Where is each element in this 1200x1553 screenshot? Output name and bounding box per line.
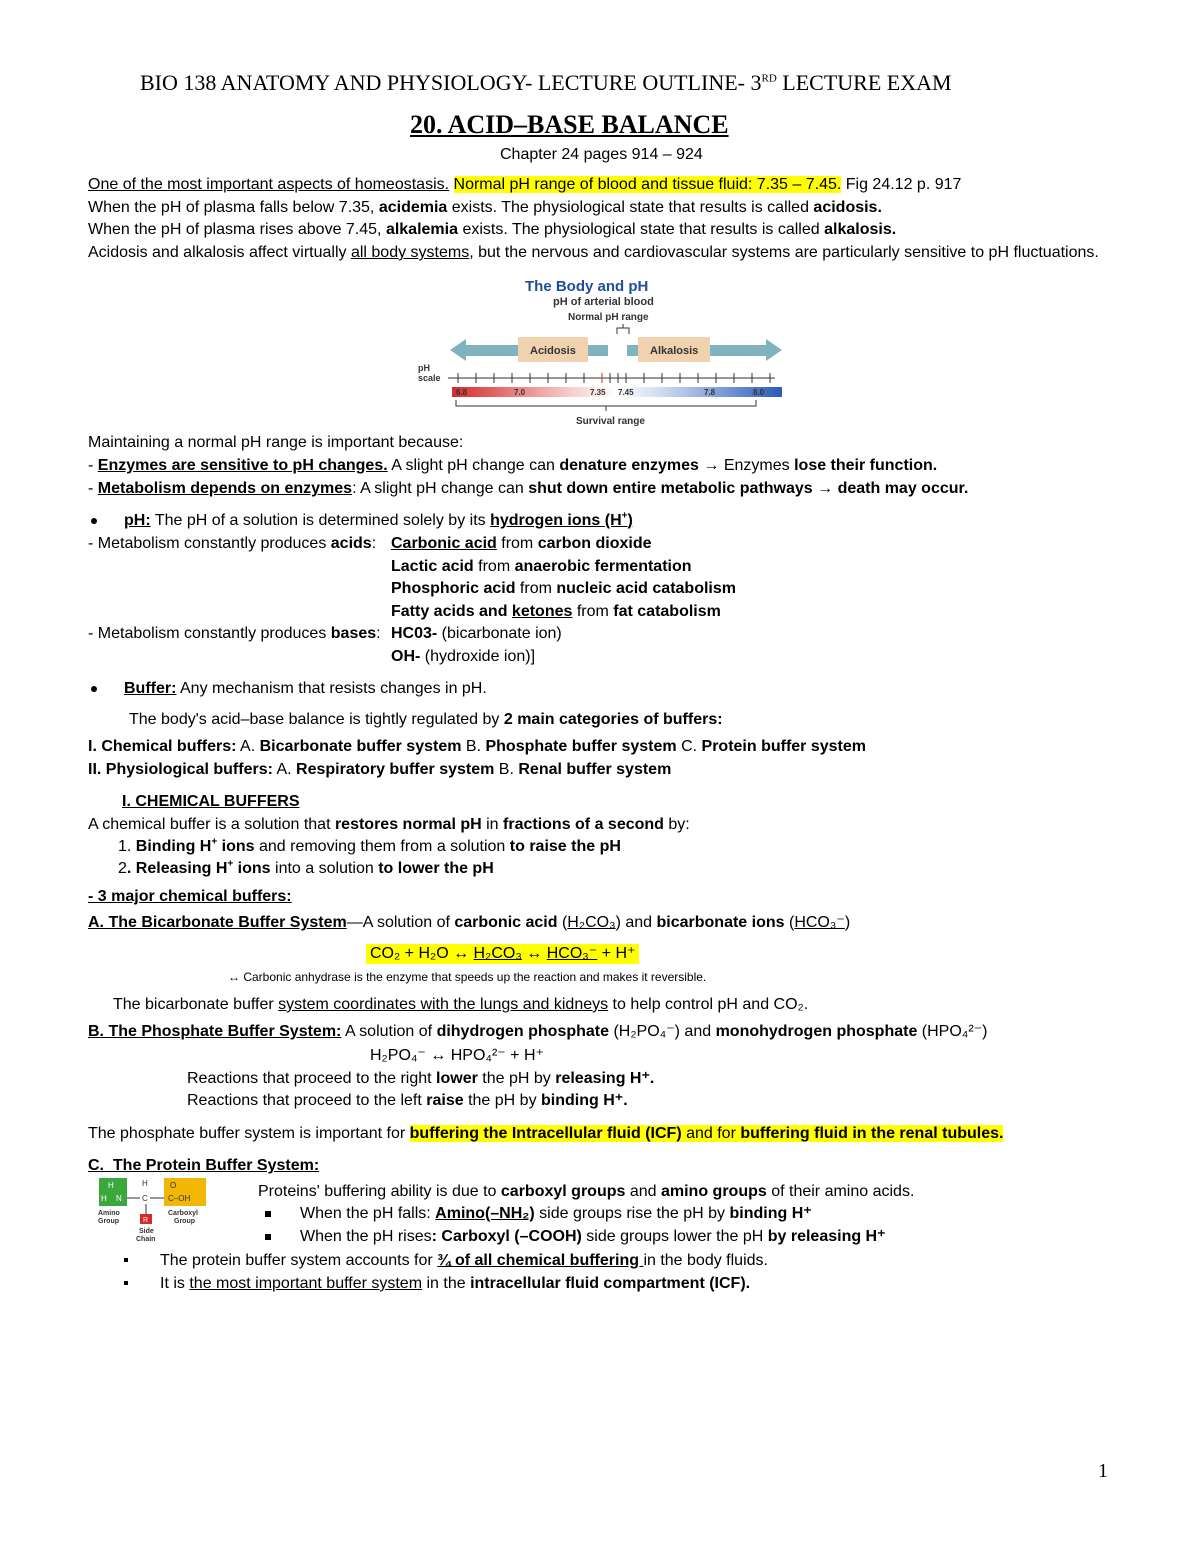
pt3: (H₂PO₄⁻) and bbox=[609, 1023, 716, 1040]
dash: - bbox=[88, 457, 98, 474]
p1a: Proteins' buffering ability is due to bbox=[258, 1183, 501, 1200]
acids-word: acids bbox=[330, 535, 372, 552]
imp-c: and for bbox=[681, 1125, 741, 1142]
binding-h-ions bbox=[136, 838, 255, 855]
intro-l4c: , but the nervous and cardiovascular systems are particularly sensitive to pH fluctuations. bbox=[469, 244, 1099, 261]
lose-function: lose their function. bbox=[794, 457, 938, 474]
phys-e: Renal buffer system bbox=[518, 761, 672, 778]
bicarbonate-equation bbox=[366, 944, 639, 964]
r2a: Reactions that proceed to the left bbox=[187, 1092, 427, 1109]
figure-reference: Fig 24.12 p. 917 bbox=[841, 176, 962, 193]
normal-ph-range-highlight: Normal pH range of blood and tissue fluid: 7.35 – 7.45. bbox=[453, 176, 842, 193]
bt5: ) and bbox=[615, 914, 657, 931]
amino-h: H bbox=[101, 1194, 107, 1203]
bases-a: - Metabolism constantly produces bbox=[88, 625, 331, 642]
fat-catabolism: fat catabolism bbox=[613, 603, 721, 620]
protein-accounts bbox=[160, 1251, 768, 1271]
ph-text: The pH of a solution is determined solely by its bbox=[150, 512, 491, 529]
eq-d: HCO₃⁻ bbox=[546, 945, 598, 962]
survival-range-label: Survival range bbox=[576, 416, 645, 427]
plus-sup: + bbox=[621, 510, 628, 522]
s1a: 1. bbox=[118, 838, 136, 855]
s2b: . Releasing H bbox=[126, 860, 228, 877]
hydrogen-ions-close: ) bbox=[627, 512, 633, 529]
chemical-buffer-definition bbox=[88, 815, 690, 835]
p5b: the most important buffer system bbox=[189, 1275, 423, 1292]
intro-l2a: When the pH of plasma falls below 7.35, bbox=[88, 199, 379, 216]
bt8: HCO₃⁻ bbox=[794, 914, 845, 931]
p2b: Amino(–NH₂) bbox=[435, 1205, 535, 1222]
buffer-definition bbox=[124, 679, 487, 699]
p4c: in the body fluids. bbox=[643, 1252, 768, 1269]
physiological-buffers-line bbox=[88, 760, 671, 780]
shut-down-pathways: shut down entire metabolic pathways bbox=[528, 480, 813, 497]
chem-d: B. bbox=[461, 738, 486, 755]
protein-title-a: C. bbox=[88, 1157, 104, 1174]
amino-n: N bbox=[116, 1194, 122, 1203]
bt4: H₂CO₃ bbox=[567, 914, 616, 931]
hydrogen-ions bbox=[490, 512, 633, 529]
alkalosis-label: Alkalosis bbox=[650, 345, 699, 357]
s1e: to raise the pH bbox=[509, 838, 621, 855]
pt5: (HPO₄²⁻) bbox=[917, 1023, 988, 1040]
protein-ph-rises bbox=[300, 1227, 886, 1247]
r1a: Reactions that proceed to the right bbox=[187, 1070, 437, 1087]
intro-l2c: exists. The physiological state that results is called bbox=[447, 199, 814, 216]
r2b: raise bbox=[426, 1092, 464, 1109]
reg-b: 2 main categories of buffers: bbox=[503, 711, 723, 728]
p4a: The protein buffer system accounts for bbox=[160, 1252, 438, 1269]
protein-title-b: The Protein Buffer System: bbox=[112, 1157, 320, 1174]
phosphate-importance bbox=[88, 1124, 1003, 1144]
chem-c: Bicarbonate buffer system bbox=[259, 738, 462, 755]
bicarbonate-line bbox=[88, 913, 850, 933]
pt1: A solution of bbox=[341, 1023, 437, 1040]
phosphate-equation: H₂PO₄⁻ ↔ HPO₄²⁻ + H⁺ bbox=[370, 1047, 544, 1064]
releasing-h-ions bbox=[127, 860, 271, 877]
ph-axis-label: pH bbox=[418, 363, 430, 373]
pt4: monohydrogen phosphate bbox=[715, 1023, 918, 1040]
chem-e: Phosphate buffer system bbox=[485, 738, 677, 755]
alpha-c: C bbox=[142, 1194, 148, 1203]
m1c: A slight pH change can bbox=[387, 457, 560, 474]
acidemia-term: acidemia bbox=[378, 199, 448, 216]
chem-a: I. Chemical buffers: bbox=[88, 738, 237, 755]
eq-a: CO₂ + H₂O ↔ bbox=[370, 945, 474, 962]
def-d: fractions of a second bbox=[503, 816, 664, 833]
alkali-arrow-head bbox=[766, 339, 782, 361]
phosphate-title: B. The Phosphate Buffer System: bbox=[88, 1023, 342, 1040]
acids-intro bbox=[88, 534, 376, 554]
phys-c: Respiratory buffer system bbox=[296, 761, 495, 778]
amino-acid-diagram bbox=[96, 1176, 216, 1246]
alkalemia-term: alkalemia bbox=[385, 221, 458, 238]
course-title bbox=[140, 70, 952, 96]
body-ph-figure bbox=[410, 272, 790, 432]
buffer-regulation bbox=[129, 710, 723, 730]
phys-d: B. bbox=[494, 761, 519, 778]
bicarb-title: A. The Bicarbonate Buffer System bbox=[88, 914, 347, 931]
base-item-2 bbox=[391, 647, 535, 667]
acid-item-3 bbox=[391, 579, 736, 599]
figure-subtitle: pH of arterial blood bbox=[553, 296, 654, 308]
page-number: 1 bbox=[1098, 1460, 1108, 1482]
p2c: side groups rise the pH by bbox=[534, 1205, 730, 1222]
p3c: side groups lower the pH bbox=[581, 1228, 768, 1245]
course-title-sup: RD bbox=[761, 72, 777, 85]
hydroxide-ion: (hydroxide ion)] bbox=[420, 648, 536, 665]
ketones: ketones bbox=[511, 603, 573, 620]
course-title-tail: LECTURE EXAM bbox=[776, 70, 952, 95]
imp-d: buffering fluid in the renal tubules. bbox=[740, 1125, 1004, 1142]
tick-label-7-0: 7.0 bbox=[514, 388, 526, 397]
m2c: : A slight pH change can bbox=[352, 480, 529, 497]
phosphate-reaction-right bbox=[187, 1069, 654, 1089]
tick-label-6-8: 6.8 bbox=[456, 388, 468, 397]
p5a: It is bbox=[160, 1275, 190, 1292]
chemical-buffers-heading: I. CHEMICAL BUFFERS bbox=[122, 793, 300, 810]
scale-axis-label: scale bbox=[418, 373, 441, 383]
chemical-buffers-line bbox=[88, 737, 866, 757]
maintain-intro: Maintaining a normal pH range is important because: bbox=[88, 434, 464, 451]
eq-b: H₂CO₃ bbox=[473, 945, 522, 962]
acid-arrow-head bbox=[450, 339, 466, 361]
acids-a: - Metabolism constantly produces bbox=[88, 535, 331, 552]
bases-colon: : bbox=[376, 625, 381, 642]
bases-intro bbox=[88, 624, 381, 644]
ph-definition bbox=[124, 511, 633, 531]
normal-range-label: Normal pH range bbox=[568, 312, 649, 323]
small-bullet bbox=[124, 1281, 128, 1285]
p1d: amino groups bbox=[660, 1183, 767, 1200]
course-title-text: BIO 138 ANATOMY AND PHYSIOLOGY- LECTURE OUTLINE- 3 bbox=[140, 70, 762, 95]
pt2: dihydrogen phosphate bbox=[436, 1023, 610, 1040]
s1b: Binding H bbox=[135, 838, 212, 855]
carbon-dioxide: carbon dioxide bbox=[537, 535, 652, 552]
all-body-systems: all body systems bbox=[350, 244, 470, 261]
chem-g: Protein buffer system bbox=[701, 738, 866, 755]
phosphoric-acid: Phosphoric acid bbox=[391, 580, 516, 597]
r2d: binding H⁺. bbox=[541, 1092, 628, 1109]
square-bullet bbox=[265, 1211, 271, 1217]
def-a: A chemical buffer is a solution that bbox=[88, 816, 335, 833]
alkalosis-term: alkalosis. bbox=[824, 221, 897, 238]
death-may-occur: → death may occur. bbox=[812, 480, 969, 497]
r1b: lower bbox=[436, 1070, 478, 1087]
intro-line-3 bbox=[88, 220, 896, 240]
metabolism-depends: Metabolism depends on enzymes bbox=[97, 480, 353, 497]
three-major-buffers: - 3 major chemical buffers: bbox=[88, 888, 292, 905]
bt7: ( bbox=[784, 914, 795, 931]
coord-c: to help control pH and CO₂. bbox=[608, 996, 809, 1013]
imp-b: buffering the Intracellular fluid (ICF) bbox=[409, 1125, 682, 1142]
p3b: : Carboxyl (–COOH) bbox=[431, 1228, 582, 1245]
phosphate-reaction-left bbox=[187, 1091, 628, 1111]
hc03: HC03- bbox=[391, 625, 438, 642]
carboxyl-coh: C–OH bbox=[168, 1194, 191, 1203]
carboxyl-group-label: Group bbox=[174, 1218, 195, 1225]
side-label: Side bbox=[139, 1228, 154, 1235]
protein-most-important bbox=[160, 1274, 750, 1294]
acidosis-term: acidosis. bbox=[813, 199, 882, 216]
acids-colon: : bbox=[371, 535, 377, 552]
oh: OH- bbox=[391, 648, 421, 665]
intro-l3a: When the pH of plasma rises above 7.45, bbox=[88, 221, 386, 238]
fatty-acids: Fatty acids and bbox=[391, 603, 512, 620]
figure-title: The Body and pH bbox=[525, 278, 649, 295]
tick-label-7-35: 7.35 bbox=[590, 388, 606, 397]
p5d: intracellular fluid compartment (ICF). bbox=[470, 1275, 751, 1292]
intro-line-2 bbox=[88, 198, 882, 218]
maintain-point-2 bbox=[88, 479, 968, 499]
p3a: When the pH rises bbox=[300, 1228, 432, 1245]
base-item-1 bbox=[391, 624, 562, 644]
def-c: in bbox=[481, 816, 504, 833]
small-bullet bbox=[124, 1258, 128, 1262]
carbonic-acid: Carbonic acid bbox=[391, 535, 497, 552]
intro-l3c: exists. The physiological state that results is called bbox=[458, 221, 825, 238]
lactic-acid: Lactic acid bbox=[391, 558, 474, 575]
buffer-label: Buffer: bbox=[124, 680, 177, 697]
protein-ph-falls bbox=[300, 1204, 812, 1224]
p1c: and bbox=[625, 1183, 661, 1200]
dash: - bbox=[88, 480, 98, 497]
s1d: and removing them from a solution bbox=[254, 838, 510, 855]
plus-sup: + bbox=[227, 858, 234, 870]
p3d: by releasing H⁺ bbox=[767, 1228, 886, 1245]
side-chain-r: R bbox=[143, 1217, 149, 1224]
buffer-text: Any mechanism that resists changes in pH. bbox=[176, 680, 487, 697]
phosphate-line bbox=[88, 1022, 987, 1042]
bt9: ) bbox=[844, 914, 851, 931]
amino-h-top: H bbox=[108, 1181, 114, 1190]
carbonic-anhydrase-note: ↔ Carbonic anhydrase is the enzyme that speeds up the reaction and makes it reversible. bbox=[228, 970, 707, 984]
coord-a: The bicarbonate buffer bbox=[113, 996, 279, 1013]
p2a: When the pH falls: bbox=[300, 1205, 436, 1222]
phys-a: II. Physiological buffers: bbox=[88, 761, 273, 778]
survival-bracket bbox=[456, 400, 756, 411]
tick-label-7-45: 7.45 bbox=[618, 388, 634, 397]
from: from bbox=[496, 535, 538, 552]
p1b: carboxyl groups bbox=[500, 1183, 626, 1200]
eq-e: + H⁺ bbox=[597, 945, 636, 962]
hydrogen-ions-text: hydrogen ions (H bbox=[490, 512, 622, 529]
bt3: ( bbox=[557, 914, 568, 931]
square-bullet bbox=[265, 1234, 271, 1240]
acid-item-4 bbox=[391, 602, 721, 622]
chain-label: Chain bbox=[136, 1236, 156, 1243]
amino-group-label: Group bbox=[98, 1218, 119, 1225]
bullet-dot bbox=[91, 686, 97, 692]
maintain-point-1 bbox=[88, 456, 937, 476]
bt2: carbonic acid bbox=[454, 914, 558, 931]
bullet-dot bbox=[91, 518, 97, 524]
carboxyl-o: O bbox=[170, 1181, 177, 1190]
chapter-title: 20. ACID–BASE BALANCE bbox=[410, 110, 729, 139]
tick-label-7-8: 7.8 bbox=[704, 388, 716, 397]
acidosis-label: Acidosis bbox=[530, 345, 576, 357]
chapter-reference: Chapter 24 pages 914 – 924 bbox=[500, 146, 703, 163]
protein-ability bbox=[258, 1182, 914, 1202]
normal-range-bracket bbox=[617, 324, 629, 334]
acid-item-2 bbox=[391, 557, 692, 577]
carboxyl-label: Carboxyl bbox=[168, 1210, 198, 1217]
chem-b: A. bbox=[236, 738, 260, 755]
s2a: 2 bbox=[118, 860, 127, 877]
p4b: ¾ of all chemical buffering bbox=[437, 1252, 644, 1269]
bicarbonate-ion: (bicarbonate ion) bbox=[437, 625, 562, 642]
from: from bbox=[473, 558, 515, 575]
nucleic-acid-catabolism: nucleic acid catabolism bbox=[556, 580, 736, 597]
homeostasis-text: One of the most important aspects of homeostasis. bbox=[88, 176, 450, 193]
plus-sup: + bbox=[211, 836, 218, 848]
chem-f: C. bbox=[676, 738, 702, 755]
p1e: of their amino acids. bbox=[766, 1183, 915, 1200]
p5c: in the bbox=[422, 1275, 471, 1292]
def-e: by: bbox=[663, 816, 690, 833]
s2d: into a solution bbox=[270, 860, 379, 877]
tick-label-8-0: 8.0 bbox=[753, 388, 765, 397]
r2c: the pH by bbox=[463, 1092, 542, 1109]
p2d: binding H⁺ bbox=[729, 1205, 812, 1222]
chemical-step-1 bbox=[118, 837, 621, 857]
s2e: to lower the pH bbox=[378, 860, 494, 877]
eq-c: ↔ bbox=[521, 945, 547, 962]
intro-line-1 bbox=[88, 175, 961, 195]
intro-l4a: Acidosis and alkalosis affect virtually bbox=[88, 244, 351, 261]
denature-enzymes: denature enzymes bbox=[559, 457, 699, 474]
phys-b: A. bbox=[272, 761, 297, 778]
ph-label: pH: bbox=[124, 512, 151, 529]
alpha-h: H bbox=[142, 1179, 148, 1188]
from: from bbox=[515, 580, 557, 597]
coord-b: system coordinates with the lungs and kidneys bbox=[278, 996, 609, 1013]
reg-a: The body's acid–base balance is tightly regulated by bbox=[129, 711, 504, 728]
r1c: the pH by bbox=[477, 1070, 556, 1087]
protein-title bbox=[88, 1156, 319, 1176]
ph-gradient-bar bbox=[452, 387, 782, 397]
bt1: —A solution of bbox=[346, 914, 455, 931]
acid-item-1 bbox=[391, 534, 652, 554]
r1d: releasing H⁺. bbox=[555, 1070, 655, 1087]
def-b: restores normal pH bbox=[334, 816, 482, 833]
amino-label: Amino bbox=[98, 1210, 120, 1217]
s2c: ions bbox=[233, 860, 271, 877]
m1e: → Enzymes bbox=[698, 457, 795, 474]
chemical-step-2 bbox=[118, 859, 494, 879]
enzymes-sensitive: Enzymes are sensitive to pH changes. bbox=[97, 457, 388, 474]
imp-a: The phosphate buffer system is important for bbox=[88, 1125, 410, 1142]
s1c: ions bbox=[217, 838, 255, 855]
bt6: bicarbonate ions bbox=[656, 914, 785, 931]
bicarbonate-coordination bbox=[113, 995, 808, 1015]
bases-word: bases bbox=[330, 625, 377, 642]
from: from bbox=[572, 603, 614, 620]
intro-line-4 bbox=[88, 243, 1099, 263]
anaerobic-fermentation: anaerobic fermentation bbox=[514, 558, 692, 575]
